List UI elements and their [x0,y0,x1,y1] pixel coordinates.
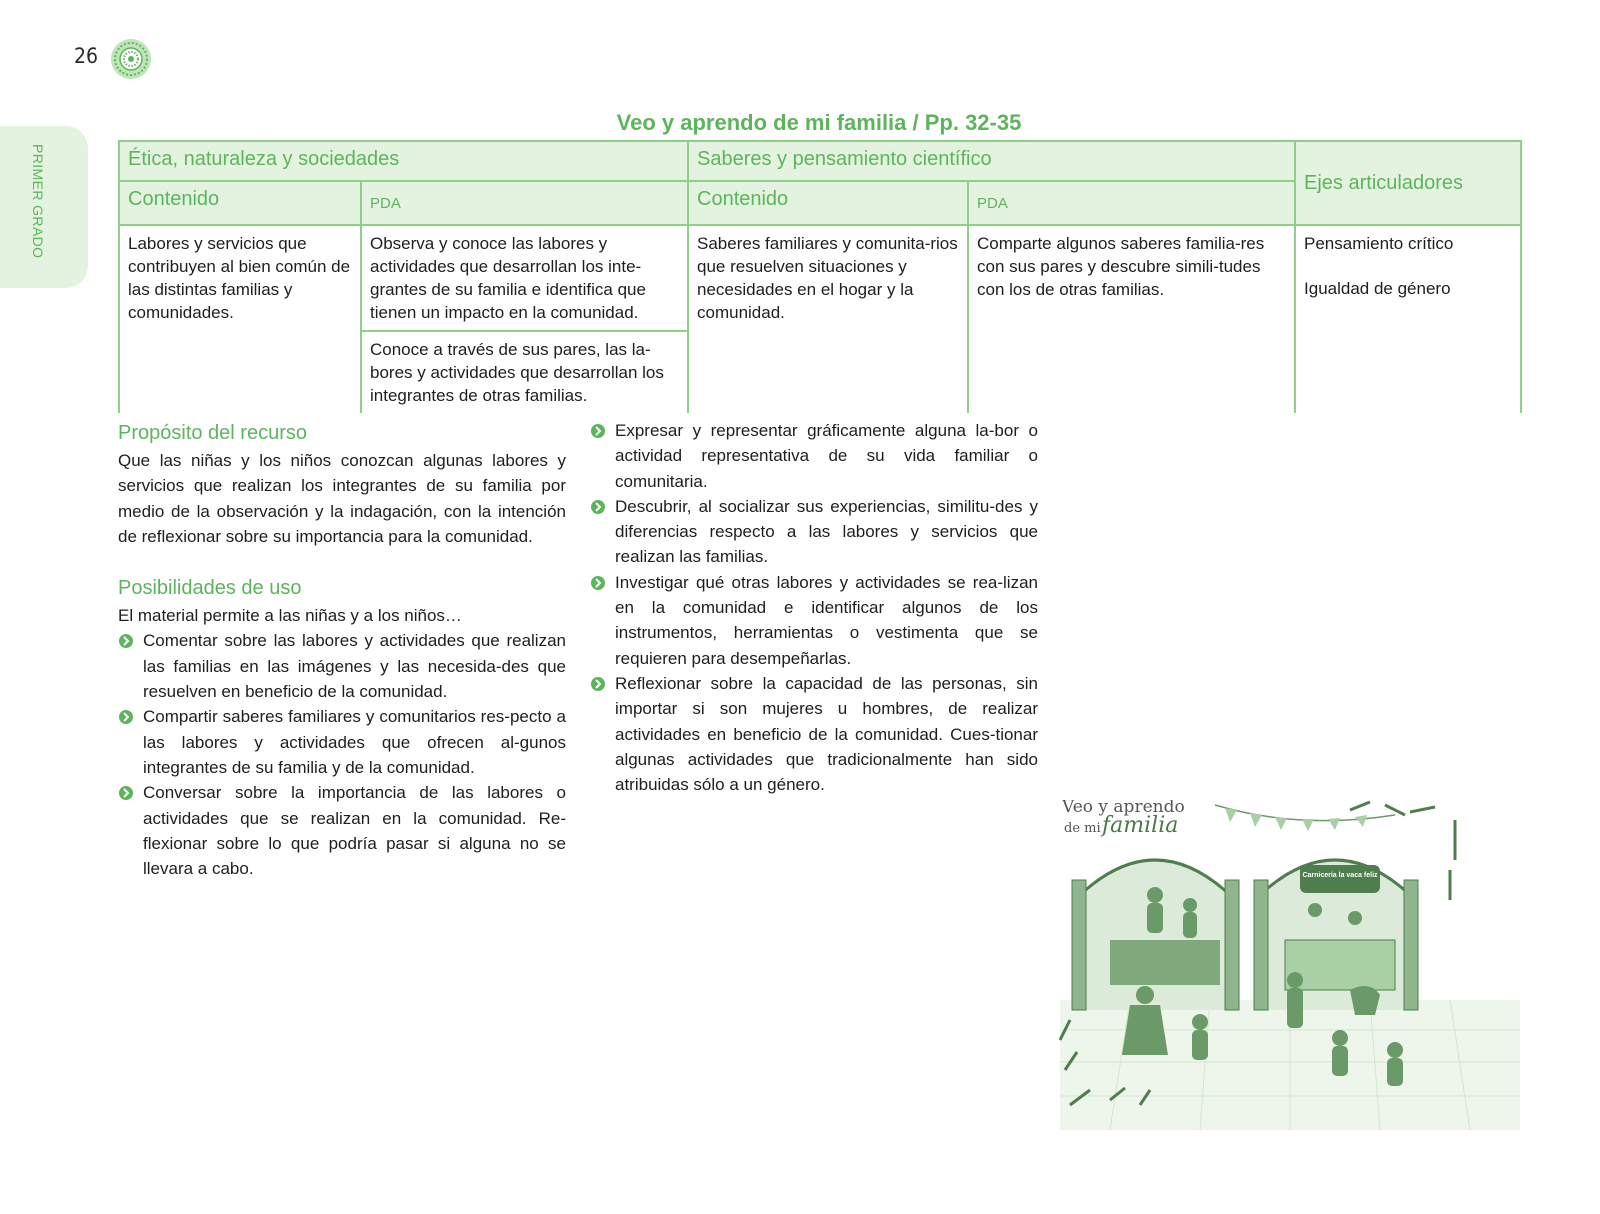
bullet-text: Compartir saberes familiares y comunitarios res-pecto a las labores y actividades que ofrecen al-gunos integrantes de su familia y de la comunidad. [143,707,566,777]
group-header-saberes: Saberes y pensamiento científico [688,141,1295,181]
pda-header: PDA [361,181,688,225]
curriculum-table [118,140,1522,413]
ejes-cell [1295,225,1521,413]
left-bullet-list [118,628,566,881]
etica-pda-cell: Observa y conoce las labores y actividades que desarrollan los inte-grantes de su familia e identifica que tienen un impacto en la comunidad. [361,225,688,331]
chevron-right-icon [590,676,606,692]
bullet-text: Descubrir, al socializar sus experiencias, similitu-des y diferencias respecto a las labores y servicios que realizan las familias. [615,496,1038,567]
eje-item: Pensamiento crítico [1304,234,1454,253]
list-item [590,494,1038,570]
etica-contenido-cell: Labores y servicios que contribuyen al bien común de las distintas familias y comunidades. [119,225,361,413]
posibilidades-heading: Posibilidades de uso [118,577,302,600]
saberes-contenido-cell: Saberes familiares y comunita-rios que resuelven situaciones y necesidades en el hogar y la comunidad. [688,225,968,413]
contenido-header: Contenido [119,181,361,225]
pda-header: PDA [968,181,1295,225]
posibilidades-intro: El material permite a las niñas y a los niños… [118,606,462,626]
right-bullet-list [590,418,1038,797]
chevron-right-icon [590,423,606,439]
chevron-right-icon [118,709,134,725]
list-item [118,704,566,780]
illustration-title: familia [1102,813,1179,838]
chevron-right-icon [118,633,134,649]
eje-item: Igualdad de género [1304,279,1451,298]
page-title: Veo y aprendo de mi familia / Pp. 32-35 [616,110,1022,135]
chevron-right-icon [118,785,134,801]
proposito-text: Que las niñas y los niños conozcan algunas labores y servicios que realizan los integrantes de su familia por medio de la observación y la indagación, con la intención de reflexionar sobre su importancia para la comunidad. [118,451,566,546]
etica-pda-cell: Conoce a través de sus pares, las la-bores y actividades que desarrollan los integrantes de otras familias. [361,331,688,413]
proposito-heading: Propósito del recurso [118,422,307,444]
list-item [590,671,1038,797]
rosette-icon [110,38,152,80]
page-number: 26 [74,44,99,68]
bullet-text: Expresar y representar gráficamente alguna la-bor o actividad representativa de su vida familiar o comunitaria. [615,421,1038,491]
side-tab-label: PRIMER GRADO [30,144,46,259]
list-item [118,628,566,704]
group-header-etica: Ética, naturaleza y sociedades [119,141,688,181]
bullet-text: Comentar sobre las labores y actividades que realizan las familias en las imágenes y las necesida-des que resuelven en beneficio de la comunidad. [143,631,566,702]
market-illustration [1050,800,1530,1140]
shop-sign: Carnicería la vaca feliz [1302,872,1378,879]
list-item [118,780,566,881]
contenido-header: Contenido [688,181,968,225]
list-item [590,418,1038,494]
bullet-text: Reflexionar sobre la capacidad de las personas, sin importar si son mujeres u hombres, de realizar actividades en beneficio de la comunidad. Cues-tionar algunas actividades que tradicionalmente han sido atribuidas sólo a un género. [615,673,1038,795]
ejes-header: Ejes articuladores [1295,141,1521,225]
list-item [590,570,1038,671]
illustration-title: Veo y aprendo [1062,800,1185,817]
chevron-right-icon [590,575,606,591]
chevron-right-icon [590,499,606,515]
illustration-title: de mi [1064,821,1101,836]
bullet-text: Conversar sobre la importancia de las labores o actividades que se realizan en la comunidad. Re-flexionar sobre lo que podría pasar si alguna no se llevara a cabo. [143,783,566,879]
bullet-text: Investigar qué otras labores y actividades se rea-lizan en la comunidad e identificar algunos de los instrumentos, herramientas o vestimenta que se requieren para desempeñarlas. [615,572,1038,668]
middle-column [590,418,1038,797]
saberes-pda-cell: Comparte algunos saberes familia-res con sus pares y descubre simili-tudes con los de otras familias. [968,225,1295,413]
left-column [118,420,566,881]
